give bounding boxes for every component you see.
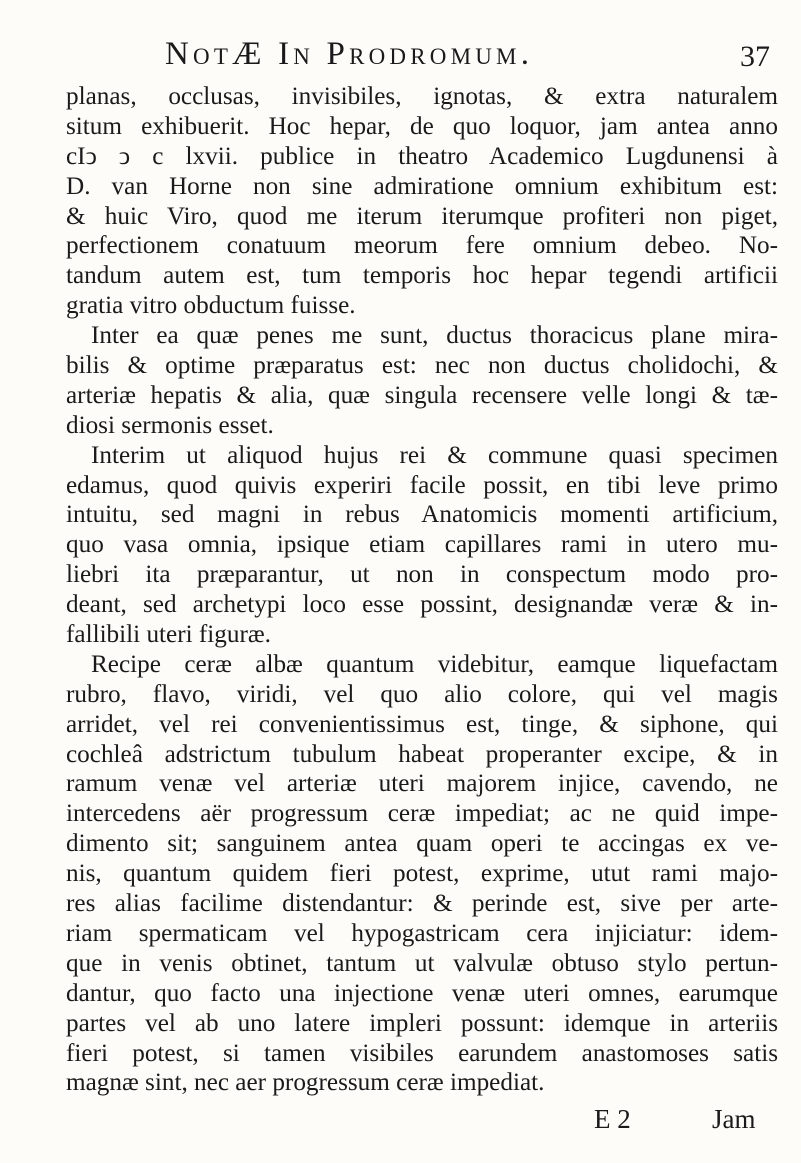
text-line: & huic Viro, quod me iterum iterumque profiteri non piget, [66,202,778,230]
text-line: Recipe ceræ albæ quantum videbitur, eamque liquefactam [91,650,778,678]
text-line: bilis & optime præparatus est: nec non ductus cholidochi, & [66,352,778,380]
text-line: edamus, quod quivis experiri facile possit, en tibi leve primo [66,471,778,499]
text-line: nis, quantum quidem fieri potest, exprime, utut rami majo- [66,860,778,888]
catchword: Jam [712,1104,756,1134]
text-line: rubro, flavo, viridi, vel quo alio colore, qui vel magis [66,680,778,708]
text-line: planas, occlusas, invisibiles, ignotas, & extra naturalem [66,83,778,110]
text-line: perfectionem conatuum meorum fere omnium debeo. No- [66,232,778,260]
text-line: arridet, vel rei convenientissimus est, tinge, & siphone, qui [66,710,778,738]
text-line: magnæ sint, nec aer progressum ceræ impediat. [66,1069,545,1097]
text-line: gratia vitro obductum fuisse. [66,292,356,320]
text-line: partes vel ab uno latere impleri possunt: idemque in arteriis [66,1009,778,1037]
text-line: cochleâ adstrictum tubulum habeat properanter excipe, & in [66,740,778,768]
text-line: ramum venæ vel arteriæ uteri majorem injice, cavendo, ne [66,770,778,798]
text-line: res alias facilime distendantur: & perinde est, sive per arte- [66,890,778,918]
text-line: intuitu, sed magni in rebus Anatomicis momenti artificium, [66,501,778,529]
page-number: 37 [740,40,770,73]
text-line: riam spermaticam vel hypogastricam cera injiciatur: idem- [66,919,778,947]
body-text [66,82,778,1098]
text-line: diosi sermonis esset. [66,411,274,439]
text-line: cIↄ ↄ c lxvii. publice in theatro Academico Lugdunensi à [66,142,778,170]
text-line: que in venis obtinet, tantum ut valvulæ obtuso stylo pertun- [66,949,778,977]
text-line: intercedens aër progressum ceræ impediat; ac ne quid impe- [66,800,778,828]
text-line: fieri potest, si tamen visibiles earundem anastomoses satis [66,1039,778,1067]
text-line: deant, sed archetypi loco esse possint, designandæ veræ & in- [66,591,778,619]
text-line: tandum autem est, tum temporis hoc hepar tegendi artificii [66,262,778,290]
signature-mark: E 2 [594,1104,631,1134]
text-line: situm exhibuerit. Hoc hepar, de quo loquor, jam antea anno [66,112,778,140]
running-head: NotÆ In Prodromum. [165,36,534,72]
text-line: dantur, quo facto una injectione venæ uteri omnes, earumque [66,979,778,1007]
text-line: quo vasa omnia, ipsique etiam capillares rami in utero mu- [66,531,778,559]
text-line: fallibili uteri figuræ. [66,621,271,649]
text-line: Interim ut aliquod hujus rei & commune quasi specimen [91,441,778,469]
page-header [0,30,801,80]
text-line: D. van Horne non sine admiratione omnium exhibitum est: [66,172,778,200]
text-line: liebri ita præparantur, ut non in conspectum modo pro- [66,561,778,589]
text-line: arteriæ hepatis & alia, quæ singula recensere velle longi & tæ- [66,381,778,409]
text-line: Inter ea quæ penes me sunt, ductus thoracicus plane mira- [91,322,778,350]
text-line: dimento sit; sanguinem antea quam operi te accingas ex ve- [66,830,778,858]
